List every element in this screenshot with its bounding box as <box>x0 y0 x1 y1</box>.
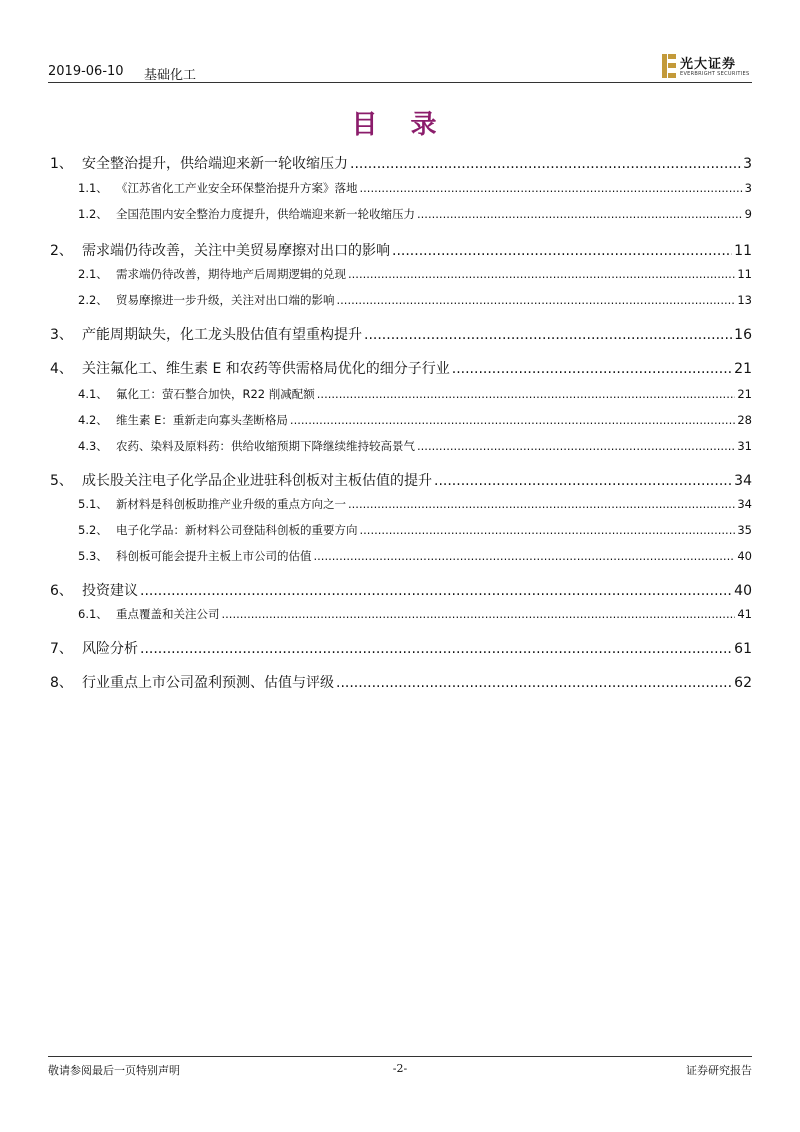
report-section: 基础化工 <box>144 68 197 83</box>
toc-leader-dots <box>140 583 732 599</box>
toc-entry-title: 安全整治提升，供给端迎来新一轮收缩压力 <box>82 156 348 172</box>
toc-entry-page: 3 <box>743 156 752 172</box>
toc-leader-dots <box>336 675 732 691</box>
toc-entry[interactable] <box>48 180 752 196</box>
toc-leader-dots <box>290 413 735 427</box>
toc-entry-title: 氟化工：萤石整合加快，R22 削减配额 <box>116 387 315 401</box>
toc-entry[interactable] <box>48 548 752 564</box>
toc-entry-title: 科创板可能会提升主板上市公司的估值 <box>116 549 312 563</box>
toc-entry-number: 3、 <box>50 327 73 343</box>
toc-entry-number: 4.2、 <box>78 413 108 427</box>
toc-entry[interactable] <box>48 470 752 490</box>
toc-entry-number: 6、 <box>50 583 73 599</box>
toc-entry-title: 行业重点上市公司盈利预测、估值与评级 <box>82 675 334 691</box>
report-type: 证券研究报告 <box>686 1064 752 1077</box>
toc-entry-page: 41 <box>737 607 752 621</box>
toc-leader-dots <box>350 156 741 172</box>
toc-entry[interactable] <box>48 292 752 308</box>
toc-entry-page: 13 <box>737 293 752 307</box>
toc-leader-dots <box>452 361 732 377</box>
toc-entry[interactable] <box>48 606 752 622</box>
toc-title: 目 录 <box>351 110 449 140</box>
toc-entry[interactable] <box>48 672 752 692</box>
toc-entry-page: 61 <box>734 641 752 657</box>
toc-entry-number: 1、 <box>50 156 73 172</box>
toc-leader-dots <box>337 293 736 307</box>
toc-entry[interactable] <box>48 412 752 428</box>
toc-leader-dots <box>360 523 736 537</box>
toc-entry-number: 2.2、 <box>78 293 108 307</box>
toc-entry-page: 62 <box>734 675 752 691</box>
everbright-logo <box>662 52 752 82</box>
toc-entry-title: 全国范围内安全整治力度提升，供给端迎来新一轮收缩压力 <box>116 207 415 221</box>
toc-entry-title: 农药、染料及原料药：供给收缩预期下降继续维持较高景气 <box>116 439 415 453</box>
toc-entry-title: 贸易摩擦进一步升级，关注对出口端的影响 <box>116 293 335 307</box>
toc-entry-page: 35 <box>737 523 752 537</box>
disclaimer-note: 敬请参阅最后一页特别声明 <box>48 1064 180 1077</box>
toc-entry[interactable] <box>48 358 752 378</box>
toc-entry-title: 维生素 E：重新走向寡头垄断格局 <box>116 413 288 427</box>
toc-entry-number: 4、 <box>50 361 73 377</box>
toc-entry[interactable] <box>48 438 752 454</box>
toc-leader-dots <box>317 387 736 401</box>
page-number: -2- <box>392 1062 408 1075</box>
toc-entry-page: 11 <box>734 243 752 259</box>
toc-entry[interactable] <box>48 240 752 260</box>
toc-entry-number: 2、 <box>50 243 73 259</box>
toc-entry-page: 34 <box>737 497 752 511</box>
toc-entry[interactable] <box>48 386 752 402</box>
toc-leader-dots <box>348 497 735 511</box>
toc-entry-number: 6.1、 <box>78 607 108 621</box>
toc-entry-number: 1.1、 <box>78 181 108 195</box>
toc-entry-number: 7、 <box>50 641 73 657</box>
toc-entry-number: 8、 <box>50 675 73 691</box>
toc-entry-page: 28 <box>737 413 752 427</box>
toc-entry[interactable] <box>48 522 752 538</box>
toc-leader-dots <box>314 549 736 563</box>
toc-leader-dots <box>222 607 736 621</box>
header-divider <box>48 82 752 83</box>
toc-entry[interactable] <box>48 153 752 173</box>
toc-entry-page: 11 <box>737 267 752 281</box>
toc-entry-number: 5.3、 <box>78 549 108 563</box>
toc-entry-title: 关注氟化工、维生素 E 和农药等供需格局优化的细分子行业 <box>82 361 450 377</box>
toc-leader-dots <box>364 327 732 343</box>
toc-entry-number: 5.2、 <box>78 523 108 537</box>
toc-entry-number: 1.2、 <box>78 207 108 221</box>
toc-entry[interactable] <box>48 266 752 282</box>
toc-entry-page: 40 <box>737 549 752 563</box>
toc-entry-title: 《江苏省化工产业安全环保整治提升方案》落地 <box>116 181 358 195</box>
toc-entry-page: 21 <box>737 387 752 401</box>
toc-entry-title: 产能周期缺失，化工龙头股估值有望重构提升 <box>82 327 362 343</box>
toc-leader-dots <box>360 181 743 195</box>
toc-entry[interactable] <box>48 324 752 344</box>
logo-english-name: EVERBRIGHT SECURITIES <box>680 71 750 77</box>
page-header <box>48 52 752 82</box>
toc-entry-title: 风险分析 <box>82 641 138 657</box>
toc-leader-dots <box>434 473 732 489</box>
toc-entry-page: 16 <box>734 327 752 343</box>
footer-divider <box>48 1056 752 1057</box>
toc-entry-number: 5、 <box>50 473 73 489</box>
toc-entry-title: 投资建议 <box>82 583 138 599</box>
toc-entry-title: 新材料是科创板助推产业升级的重点方向之一 <box>116 497 346 511</box>
toc-leader-dots <box>392 243 732 259</box>
toc-leader-dots <box>140 641 732 657</box>
toc-entry-title: 成长股关注电子化学品企业进驻科创板对主板估值的提升 <box>82 473 432 489</box>
toc-leader-dots <box>417 439 735 453</box>
toc-entry-number: 2.1、 <box>78 267 108 281</box>
toc-entry[interactable] <box>48 496 752 512</box>
report-date: 2019-06-10 <box>48 64 124 79</box>
toc-entry-title: 需求端仍待改善，关注中美贸易摩擦对出口的影响 <box>82 243 390 259</box>
toc-entry-page: 21 <box>734 361 752 377</box>
toc-entry-number: 4.1、 <box>78 387 108 401</box>
toc-entry-number: 4.3、 <box>78 439 108 453</box>
toc-entry-page: 9 <box>744 207 752 221</box>
toc-entry-title: 重点覆盖和关注公司 <box>116 607 220 621</box>
toc-entry-page: 31 <box>737 439 752 453</box>
toc-entry-page: 40 <box>734 583 752 599</box>
toc-entry-number: 5.1、 <box>78 497 108 511</box>
everbright-logo-icon <box>662 54 676 78</box>
toc-entry[interactable] <box>48 638 752 658</box>
toc-entry-page: 3 <box>744 181 752 195</box>
toc-leader-dots <box>348 267 735 281</box>
toc-leader-dots <box>417 207 743 221</box>
toc-entry[interactable] <box>48 580 752 600</box>
toc-entry[interactable] <box>48 206 752 222</box>
toc-entry-title: 电子化学品：新材料公司登陆科创板的重要方向 <box>116 523 358 537</box>
toc-entry-page: 34 <box>734 473 752 489</box>
logo-chinese-name: 光大证券 <box>680 57 737 72</box>
toc-entry-title: 需求端仍待改善，期待地产后周期逻辑的兑现 <box>116 267 346 281</box>
